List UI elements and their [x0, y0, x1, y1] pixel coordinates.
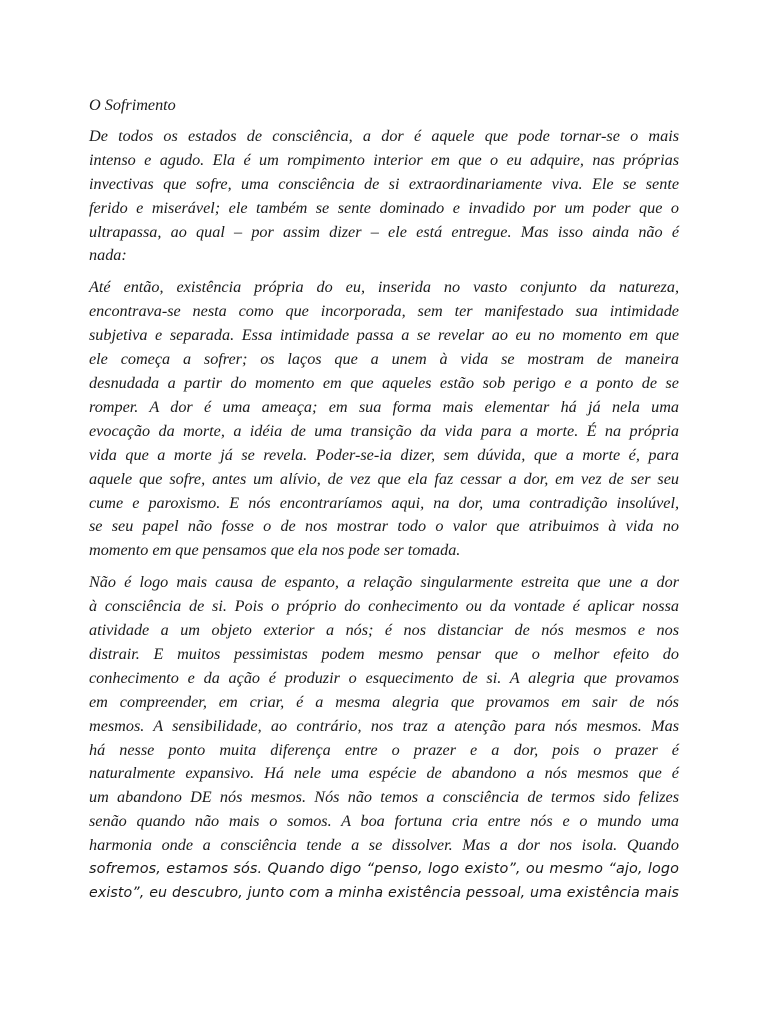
text-line: sofremos, estamos sós. Quando digo “penso, logo existo”, ou mesmo “ajo, logo	[89, 861, 679, 878]
paragraph-2	[89, 276, 679, 563]
paragraph-1	[89, 125, 679, 268]
text-line: distrair. E muitos pessimistas podem mesmo pensar que o melhor efeito do	[89, 644, 679, 663]
text-line: De todos os estados de consciência, a dor é aquele que pode tornar-se o mais	[89, 126, 679, 145]
text-line: encontrava-se nesta como que incorporada, sem ter manifestado sua intimidade	[89, 302, 679, 321]
text-line: ele começa a sofrer; os laços que a unem à vida se mostram de maneira	[89, 350, 679, 369]
text-line: conhecimento e da ação é produzir o esquecimento de si. A alegria que provamos	[89, 668, 679, 687]
text-line: mesmos. A sensibilidade, ao contrário, nos traz a atenção para nós mesmos. Mas	[89, 716, 679, 735]
text-line: há nesse ponto muita diferença entre o prazer e a dor, pois o prazer é	[89, 740, 679, 759]
text-line: harmonia onde a consciência tende a se dissolver. Mas a dor nos isola. Quando	[89, 836, 679, 855]
text-line: Não é logo mais causa de espanto, a relação singularmente estreita que une a dor	[89, 573, 679, 592]
text-line: aquele que sofre, antes um alívio, de vez que ela faz cessar a dor, em vez de ser seu	[89, 469, 679, 488]
text-line: à consciência de si. Pois o próprio do conhecimento ou da vontade é aplicar nossa	[89, 597, 679, 616]
text-line: atividade a um objeto exterior a nós; é nos distanciar de nós mesmos e nos	[89, 621, 679, 640]
text-line: momento em que pensamos que ela nos pode ser tomada.	[89, 541, 461, 560]
text-line: desnudada a partir do momento em que aqueles estão sob perigo e a ponto de se	[89, 373, 679, 392]
text-line: intenso e agudo. Ela é um rompimento interior em que o eu adquire, nas próprias	[89, 150, 679, 169]
text-line: senão quando não mais o somos. A boa fortuna cria entre nós e o mundo uma	[89, 812, 679, 831]
text-line: evocação da morte, a idéia de uma transição da vida para a morte. É na própria	[89, 421, 679, 440]
paragraph-3	[89, 571, 679, 906]
document-body	[89, 94, 679, 914]
text-line: ultrapassa, ao qual – por assim dizer – ele está entregue. Mas isso ainda não é	[89, 222, 679, 241]
text-line: cume e paroxismo. E nós encontraríamos aqui, na dor, uma contradição insolúvel,	[89, 493, 679, 512]
text-line: naturalmente expansivo. Há nele uma espécie de abandono a nós mesmos que é	[89, 764, 679, 783]
text-line: um abandono DE nós mesmos. Nós não temos a consciência de termos sido felizes	[89, 788, 679, 807]
text-line: invectivas que sofre, uma consciência de si extraordinariamente viva. Ele se sente	[89, 174, 679, 193]
text-line: existo”, eu descubro, junto com a minha existência pessoal, uma existência mais	[89, 885, 679, 901]
document-title: O Sofrimento	[89, 96, 176, 114]
text-line: nada:	[89, 246, 127, 265]
text-line: se seu papel não fosse o de nos mostrar todo o valor que atribuimos à vida no	[89, 517, 679, 536]
text-line: em compreender, em criar, é a mesma alegria que provamos em sair de nós	[89, 692, 679, 711]
text-line: Até então, existência própria do eu, inserida no vasto conjunto da natureza,	[89, 278, 679, 297]
text-line: vida que a morte já se revela. Poder-se-ia dizer, sem dúvida, que a morte é, para	[89, 445, 679, 464]
text-line: ferido e miserável; ele também se sente dominado e invadido por um poder que o	[89, 198, 679, 217]
text-line: subjetiva e separada. Essa intimidade passa a se revelar ao eu no momento em que	[89, 326, 679, 345]
text-line: romper. A dor é uma ameaça; em sua forma mais elementar há já nela uma	[89, 397, 679, 416]
